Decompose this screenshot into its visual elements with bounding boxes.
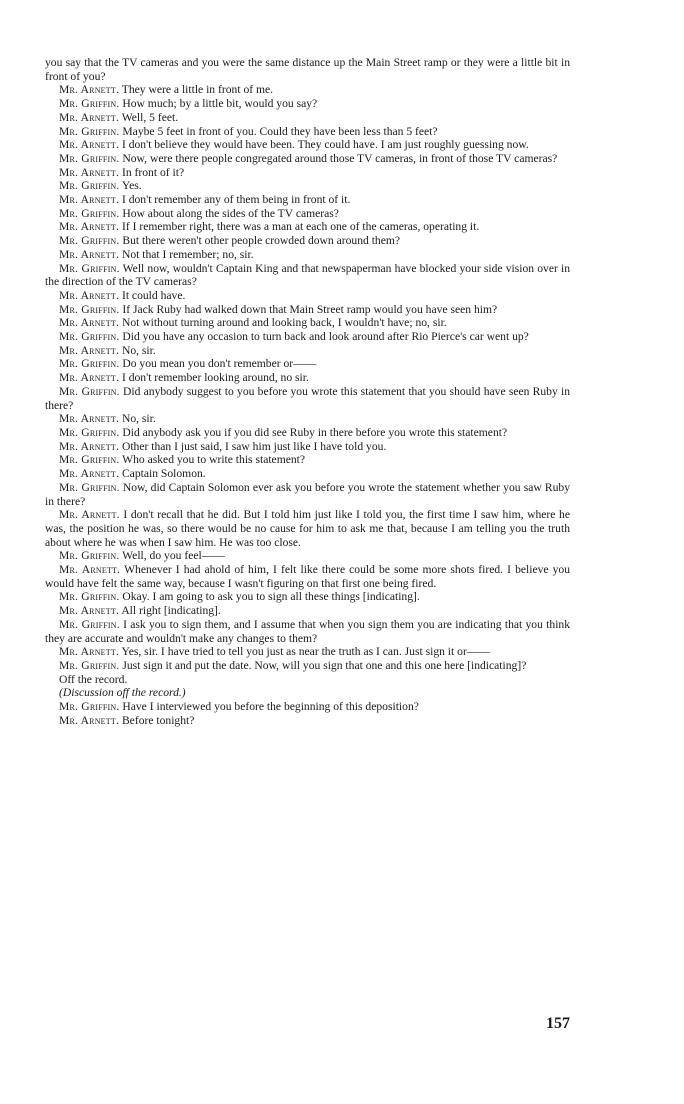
paragraph-text: Okay. I am going to ask you to sign all these things [indicating]. xyxy=(122,590,420,604)
transcript-body xyxy=(45,56,570,727)
paragraph-text: Not without turning around and looking back, I wouldn't have; no, sir. xyxy=(121,316,447,330)
speaker-label: Mr. Griffin. xyxy=(59,261,120,275)
speaker-label: Mr. Arnett. xyxy=(59,645,120,659)
paragraph-text: Well now, wouldn't Captain King and that newspaperman have blocked your side vision over in the direction of the TV cameras? xyxy=(45,261,570,289)
transcript-paragraph xyxy=(45,56,570,83)
speaker-label: Mr. Arnett. xyxy=(59,343,120,357)
speaker-label: Mr. Arnett. xyxy=(59,288,120,302)
paragraph-text: Yes, sir. I have tried to tell you just as near the truth as I can. Just sign it or—— xyxy=(121,645,490,659)
transcript-paragraph xyxy=(45,357,570,371)
transcript-paragraph xyxy=(45,234,570,248)
speaker-label: Mr. Arnett. xyxy=(59,165,120,179)
speaker-label: Mr. Griffin. xyxy=(59,658,120,672)
paragraph-text: Now, did Captain Solomon ever ask you before you wrote the statement whether you saw Ruby in there? xyxy=(45,480,570,508)
transcript-paragraph xyxy=(45,645,570,659)
paragraph-text: Have I interviewed you before the beginning of this deposition? xyxy=(122,700,419,714)
paragraph-text: How about along the sides of the TV cameras? xyxy=(122,206,339,220)
speaker-label: Mr. Griffin. xyxy=(59,151,120,165)
paragraph-text: Did anybody ask you if you did see Ruby in there before you wrote this statement? xyxy=(122,425,508,439)
paragraph-text: Whenever I had ahold of him, I felt like there could be some more shots fired. I believe you would have felt the same way, because I wasn't figuring on that first one being fired. xyxy=(45,563,570,590)
transcript-paragraph xyxy=(45,618,570,645)
transcript-paragraph xyxy=(45,111,570,125)
transcript-paragraph xyxy=(45,659,570,673)
speaker-label: Mr. Griffin. xyxy=(59,590,120,604)
paragraph-text: But there weren't other people crowded down around them? xyxy=(122,234,401,248)
speaker-label: Mr. Arnett. xyxy=(59,316,120,330)
speaker-label: Mr. Griffin. xyxy=(59,97,120,111)
transcript-paragraph xyxy=(45,714,570,728)
speaker-label: Mr. Griffin. xyxy=(59,425,120,439)
paragraph-text: Not that I remember; no, sir. xyxy=(121,247,254,261)
speaker-label: Mr. Griffin. xyxy=(59,179,120,193)
speaker-label: Mr. Arnett. xyxy=(59,467,120,481)
transcript-paragraph xyxy=(45,700,570,714)
paragraph-text: you say that the TV cameras and you were the same distance up the Main Street ramp or they were a little bit in front of you? xyxy=(45,56,570,83)
transcript-paragraph xyxy=(45,467,570,481)
transcript-paragraph xyxy=(45,97,570,111)
paragraph-text: In front of it? xyxy=(121,165,185,179)
transcript-paragraph xyxy=(45,125,570,139)
speaker-label: Mr. Arnett. xyxy=(59,604,120,618)
speaker-label: Mr. Griffin. xyxy=(59,617,120,631)
transcript-paragraph xyxy=(45,673,570,687)
speaker-label: Mr. Arnett. xyxy=(59,371,120,385)
transcript-paragraph xyxy=(45,549,570,563)
transcript-paragraph xyxy=(45,453,570,467)
paragraph-text: I ask you to sign them, and I assume that when you sign them you are indicating that you think they are accurate and wouldn't make any changes to them? xyxy=(45,617,571,645)
speaker-label: Mr. Arnett. xyxy=(59,439,120,453)
paragraph-text: Off the record. xyxy=(59,672,128,686)
paragraph-text: Do you mean you don't remember or—— xyxy=(122,357,317,371)
transcript-paragraph xyxy=(45,604,570,618)
paragraph-text: Well, 5 feet. xyxy=(121,110,179,124)
speaker-label: Mr. Arnett. xyxy=(59,713,120,727)
transcript-paragraph xyxy=(45,412,570,426)
transcript-paragraph xyxy=(45,138,570,152)
paragraph-text: Before tonight? xyxy=(121,713,195,727)
paragraph-text: Well, do you feel—— xyxy=(122,549,225,563)
speaker-label: Mr. Arnett. xyxy=(59,193,120,207)
speaker-label: Mr. Griffin. xyxy=(59,453,120,467)
paragraph-text: Did you have any occasion to turn back and look around after Rio Pierce's car went up? xyxy=(122,330,529,344)
transcript-paragraph xyxy=(45,316,570,330)
transcript-paragraph xyxy=(45,426,570,440)
page-number: 157 xyxy=(546,1015,570,1032)
paragraph-text: Who asked you to write this statement? xyxy=(122,453,306,467)
speaker-label: Mr. Arnett. xyxy=(59,110,120,124)
transcript-paragraph xyxy=(45,289,570,303)
paragraph-text: (Discussion off the record.) xyxy=(59,686,186,700)
speaker-label: Mr. Griffin. xyxy=(59,549,120,563)
speaker-label: Mr. Griffin. xyxy=(59,302,120,316)
transcript-paragraph xyxy=(45,262,570,289)
speaker-label: Mr. Arnett. xyxy=(59,220,120,234)
speaker-label: Mr. Griffin. xyxy=(59,206,120,220)
transcript-paragraph xyxy=(45,330,570,344)
transcript-paragraph xyxy=(45,303,570,317)
paragraph-text: If Jack Ruby had walked down that Main Street ramp would you have seen him? xyxy=(122,302,498,316)
paragraph-text: Maybe 5 feet in front of you. Could they have been less than 5 feet? xyxy=(122,124,438,138)
speaker-label: Mr. Arnett. xyxy=(59,508,120,522)
paragraph-text: Just sign it and put the date. Now, will you sign that one and this one here [indicating]? xyxy=(122,658,527,672)
transcript-paragraph xyxy=(45,179,570,193)
speaker-label: Mr. Arnett. xyxy=(59,563,121,577)
speaker-label: Mr. Griffin. xyxy=(59,700,120,714)
speaker-label: Mr. Griffin. xyxy=(59,124,120,138)
speaker-label: Mr. Arnett. xyxy=(59,138,120,152)
speaker-label: Mr. Griffin. xyxy=(59,480,120,494)
transcript-paragraph xyxy=(45,344,570,358)
paragraph-text: I don't remember looking around, no sir. xyxy=(121,371,309,385)
transcript-paragraph xyxy=(45,508,570,549)
transcript-paragraph xyxy=(45,152,570,166)
paragraph-text: All right [indicating]. xyxy=(121,604,221,618)
speaker-label: Mr. Arnett. xyxy=(59,83,120,97)
paragraph-text: No, sir. xyxy=(121,412,156,426)
paragraph-text: If I remember right, there was a man at each one of the cameras, operating it. xyxy=(121,220,480,234)
paragraph-text: They were a little in front of me. xyxy=(121,83,274,97)
paragraph-text: Now, were there people congregated around those TV cameras, in front of those TV cameras? xyxy=(122,151,558,165)
paragraph-text: Captain Solomon. xyxy=(121,467,206,481)
transcript-paragraph xyxy=(45,220,570,234)
transcript-paragraph xyxy=(45,166,570,180)
speaker-label: Mr. Griffin. xyxy=(59,357,120,371)
transcript-paragraph xyxy=(45,207,570,221)
paragraph-text: It could have. xyxy=(121,288,186,302)
paragraph-text: No, sir. xyxy=(121,343,156,357)
speaker-label: Mr. Arnett. xyxy=(59,247,120,261)
speaker-label: Mr. Griffin. xyxy=(59,330,120,344)
speaker-label: Mr. Griffin. xyxy=(59,234,120,248)
transcript-paragraph xyxy=(45,371,570,385)
paragraph-text: I don't believe they would have been. They could have. I am just roughly guessing now. xyxy=(121,138,529,152)
paragraph-text: I don't remember any of them being in front of it. xyxy=(121,193,351,207)
transcript-paragraph xyxy=(45,481,570,508)
paragraph-text: Other than I just said, I saw him just like I have told you. xyxy=(121,439,387,453)
transcript-paragraph xyxy=(45,193,570,207)
transcript-paragraph xyxy=(45,248,570,262)
speaker-label: Mr. Arnett. xyxy=(59,412,120,426)
transcript-paragraph xyxy=(45,563,570,590)
paragraph-text: Yes. xyxy=(121,179,142,193)
paragraph-text: I don't recall that he did. But I told him just like I told you, the first time I saw him, where he was, the position he was, so there would be no cause for him to ask me that, because I am telling you the truth about where he was when I saw him. He was too close. xyxy=(45,508,570,549)
transcript-paragraph xyxy=(45,686,570,700)
paragraph-text: How much; by a little bit, would you say? xyxy=(122,97,318,111)
transcript-paragraph xyxy=(45,83,570,97)
paragraph-text: Did anybody suggest to you before you wrote this statement that you should have seen Ruby in there? xyxy=(45,384,571,412)
transcript-paragraph xyxy=(45,385,570,412)
speaker-label: Mr. Griffin. xyxy=(59,384,120,398)
transcript-paragraph xyxy=(45,590,570,604)
transcript-paragraph xyxy=(45,440,570,454)
